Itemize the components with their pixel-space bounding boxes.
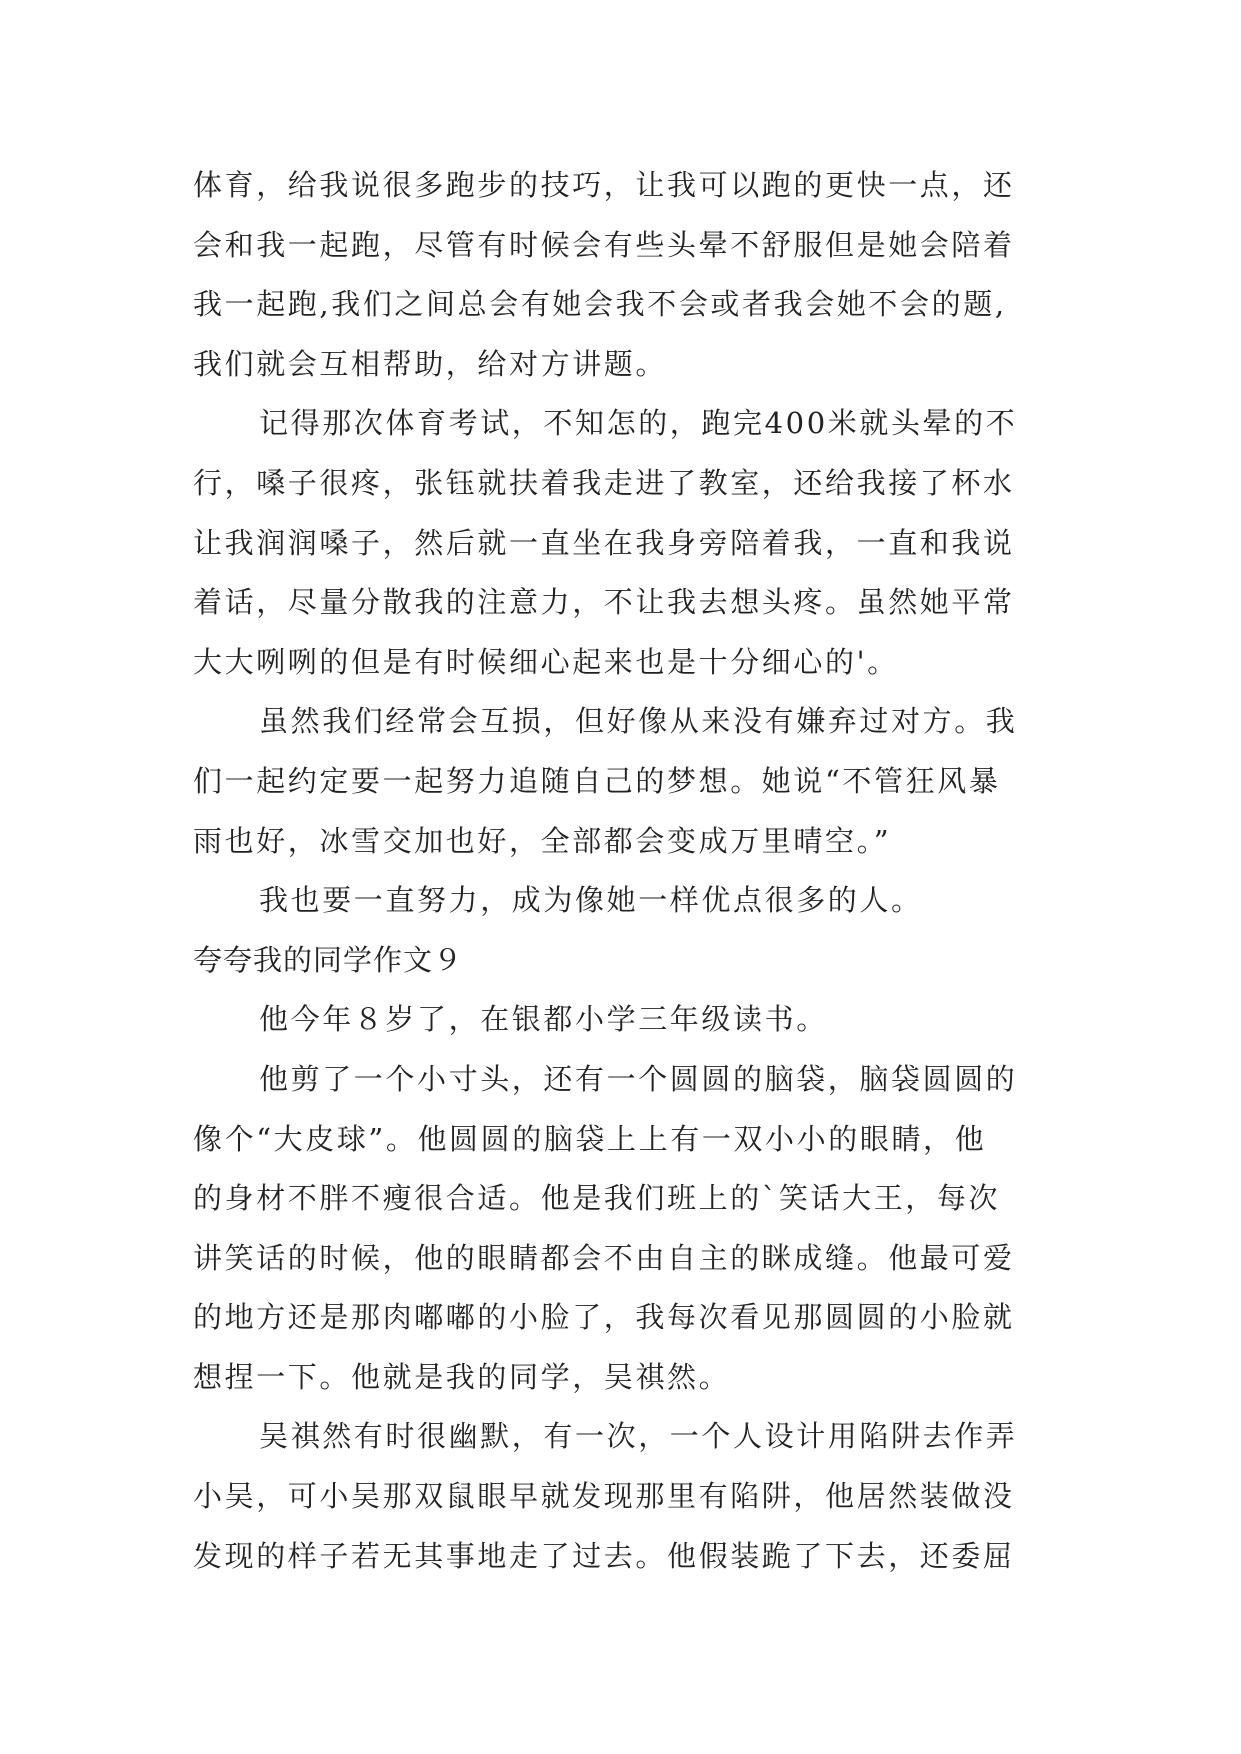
text-line: 想捏一下。他就是我的同学，吴祺然。 [193,1359,731,1394]
text-line: 大大咧咧的但是有时候细心起来也是十分细心的'。 [193,644,899,679]
text-line: 雨也好，冰雪交加也好，全部都会变成万里晴空。” [193,823,892,858]
text-line: 我也要一直努力，成为像她一样优点很多的人。 [259,883,923,918]
text-line: 虽然我们经常会互损，但好像从来没有嫌弃过对方。我 [259,704,1018,739]
text-line: 们一起约定要一起努力追随自己的梦想。她说“不管狂风暴 [193,763,1001,798]
text-line: 像个“大皮球”。他圆圆的脑袋上上有一双小小的眼睛，他 [193,1121,987,1156]
text-line: 行，嗓子很疼，张钰就扶着我走进了教室，还给我接了杯水 [193,465,1015,500]
text-line: 他剪了一个小寸头，还有一个圆圆的脑袋，脑袋圆圆的 [259,1061,1018,1096]
text-line: 他今年８岁了，在银都小学三年级读书。 [259,1002,828,1037]
text-line: 讲笑话的时候，他的眼睛都会不由自主的眯成缝。他最可爱 [193,1240,1015,1275]
text-line: 发现的样子若无其事地走了过去。他假装跪了下去，还委屈 [193,1538,1015,1573]
text-line: 小吴，可小吴那双鼠眼早就发现那里有陷阱，他居然装做没 [193,1479,1015,1514]
text-line: 我们就会互相帮助，给对方讲题。 [193,346,668,381]
text-line: 吴祺然有时很幽默，有一次，一个人设计用陷阱去作弄 [259,1419,1018,1454]
document-body [193,156,1093,1586]
text-line: 体育，给我说很多跑步的技巧，让我可以跑的更快一点，还 [193,168,1015,202]
section-heading: 夸夸我的同学作文９ [193,942,464,977]
text-line: 会和我一起跑，尽管有时候会有些头晕不舒服但是她会陪着 [193,227,1015,262]
text-line: 着话，尽量分散我的注意力，不让我去想头疼。虽然她平常 [193,585,1015,620]
text-line: 记得那次体育考试，不知怎的，跑完400米就头晕的不 [259,406,1018,441]
text-line: 的身材不胖不瘦很合适。他是我们班上的`笑话大王，每次 [193,1181,1001,1216]
text-line: 我一起跑,我们之间总会有她会我不会或者我会她不会的题, [193,287,1007,322]
text-line: 让我润润嗓子，然后就一直坐在我身旁陪着我，一直和我说 [193,525,1015,560]
text-line: 的地方还是那肉嘟嘟的小脸了，我每次看见那圆圆的小脸就 [193,1300,1015,1335]
